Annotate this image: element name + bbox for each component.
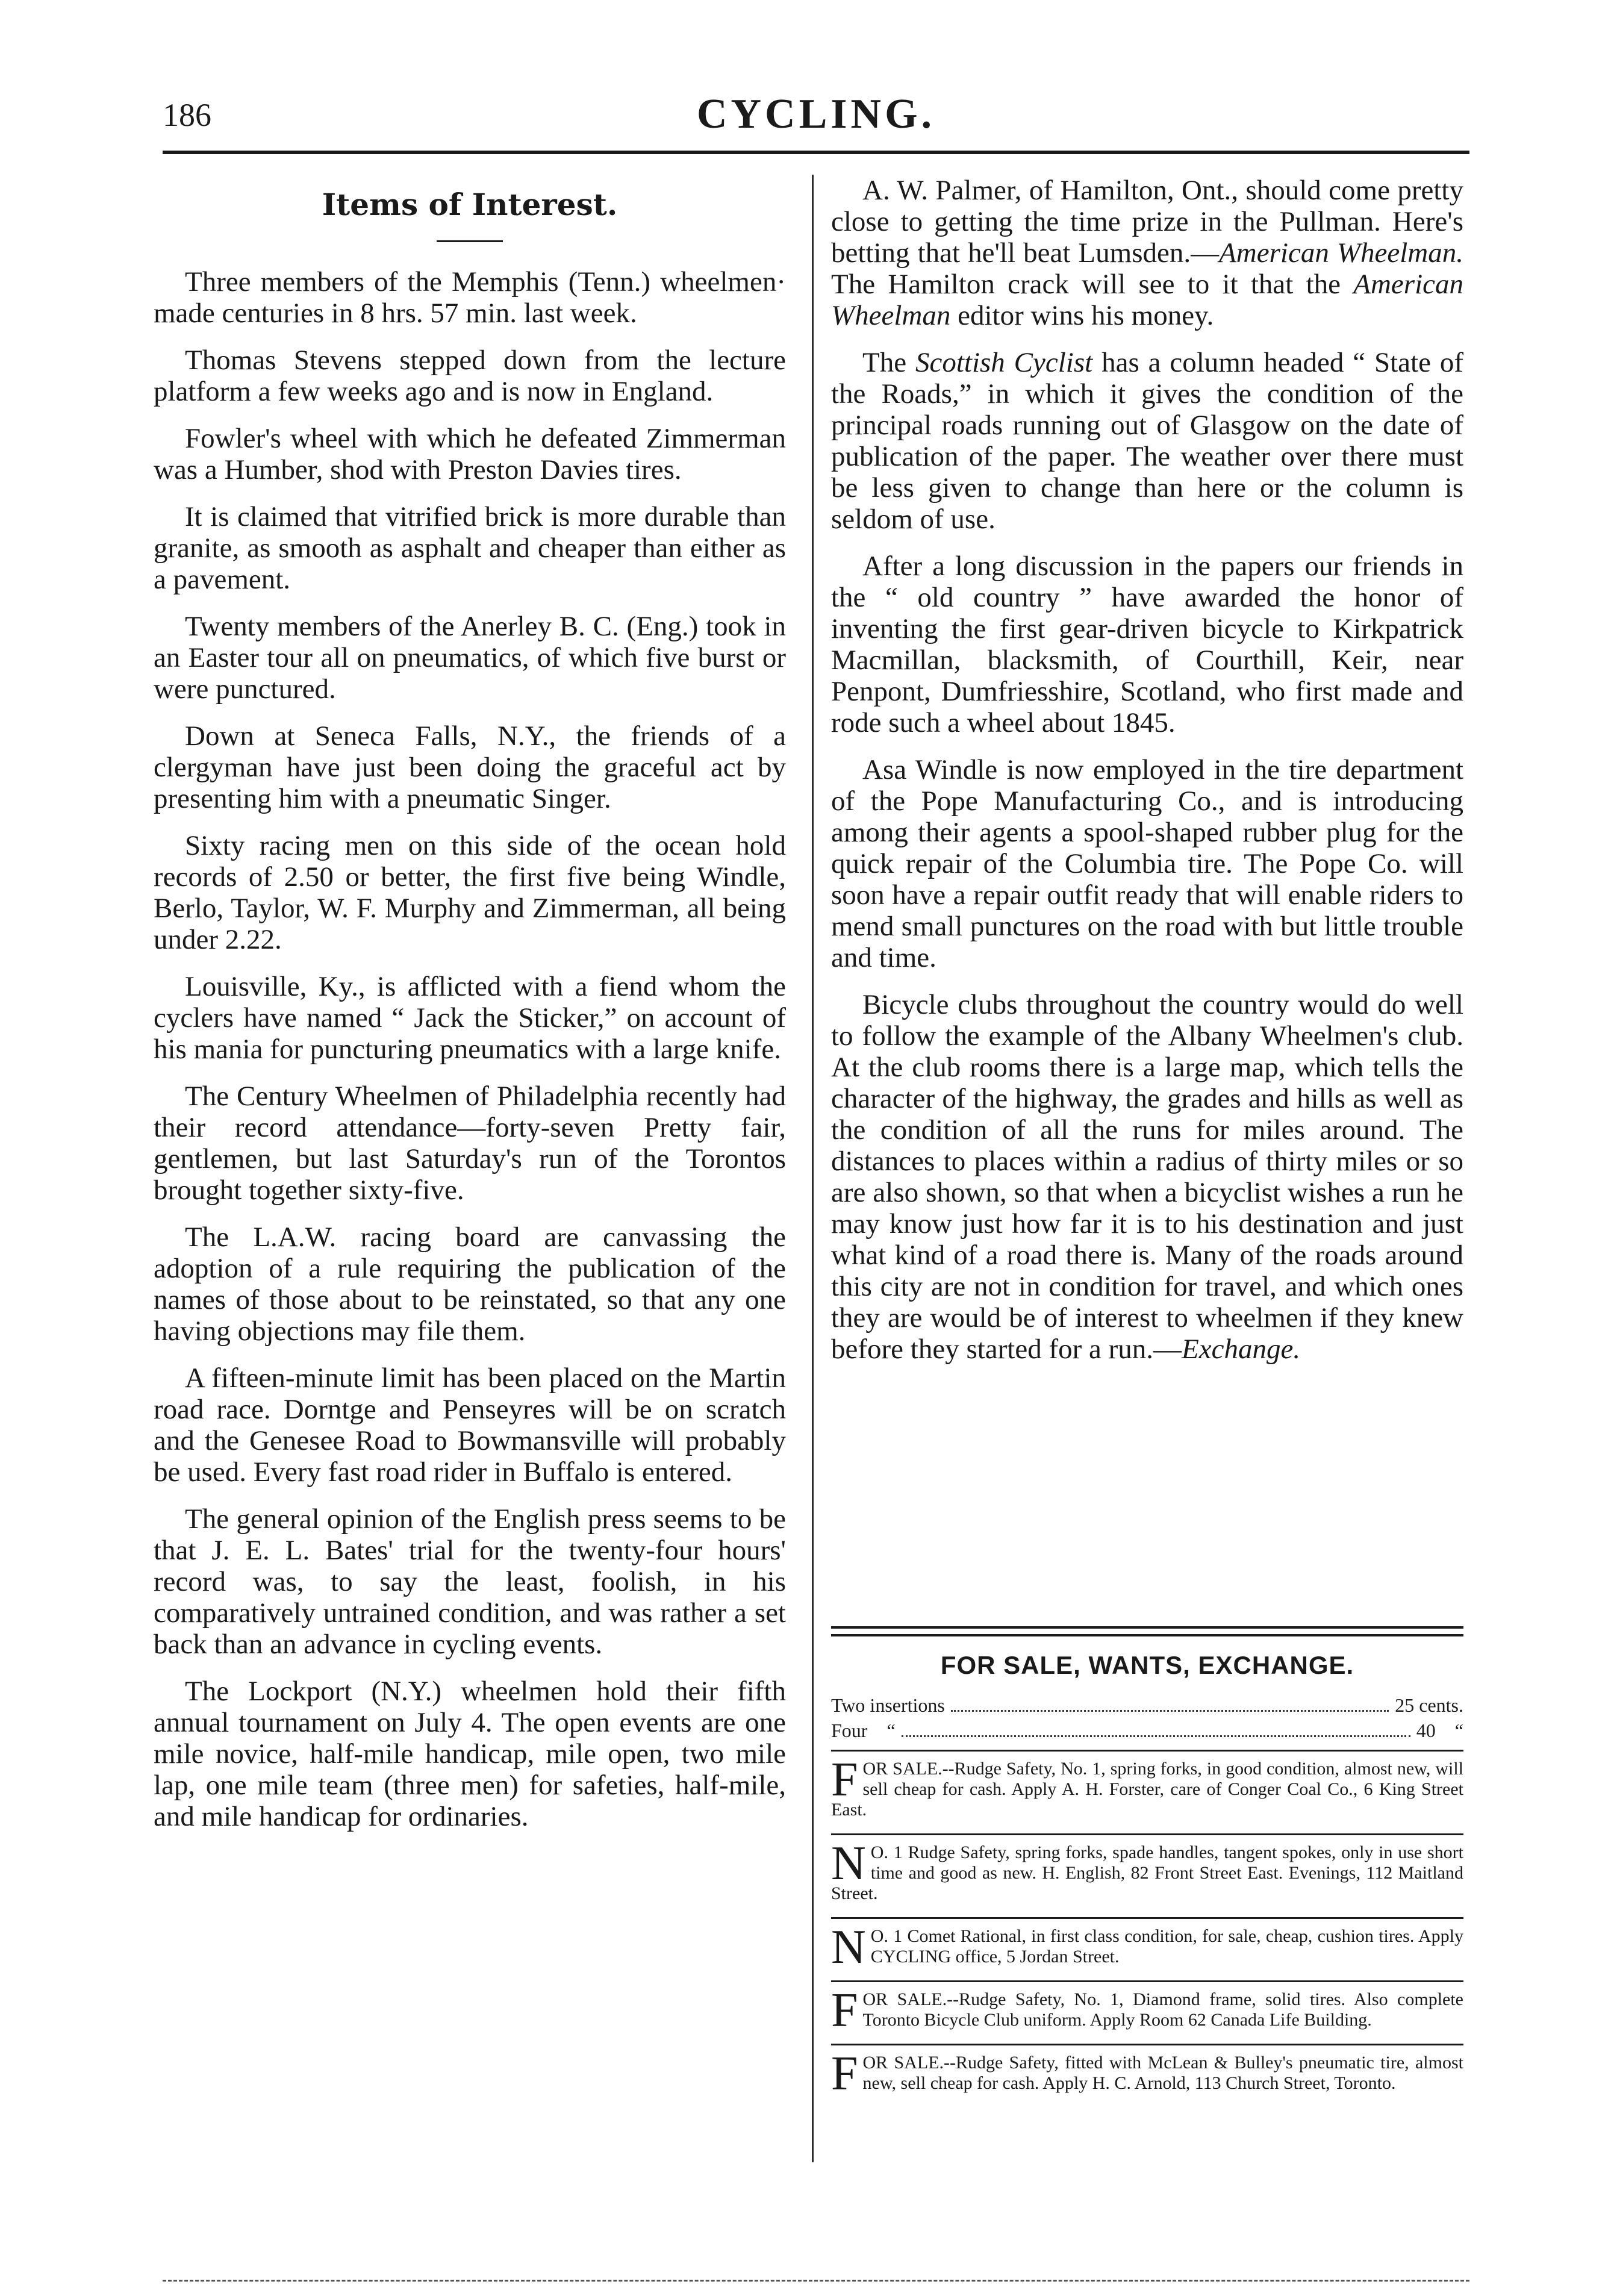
text-run: Bicycle clubs throughout the country would do well to follow the example of the Albany Wheelmen's club. At the club rooms there is a large map, which tells the character of the highway, the grades and hills as well as the condition of all the runs for miles around. The distances to places within a radius of thirty miles or so are also shown, so that when a bicyclist wishes a run he may know just how far it is to his destination and just what kind of a road there is. Many of the roads around this city are not in condition for travel, and which ones they are would be of interest to wheelmen if they knew before they started for a run.— xyxy=(831,989,1463,1365)
title-rule xyxy=(437,240,503,242)
page-number: 186 xyxy=(163,97,211,133)
paragraph: After a long discussion in the papers our friends in the “ old country ” have awarded the honor of inventing the first gear-driven bicycle to Kirkpatrick Macmillan, blacksmith, of Courthill, Keir, near Penpont, Dumfriesshire, Scotland, who first made and rode such a wheel about 1845. xyxy=(831,551,1463,738)
paragraph: A fifteen-minute limit has been placed on the Martin road race. Dorntge and Penseyres will be on scratch and the Genesee Road to Bowmansville will probably be used. Every fast road rider in Buffalo is entered. xyxy=(154,1362,786,1488)
rate-row xyxy=(831,1693,1463,1717)
text-run: The Hamilton crack will see to it that the xyxy=(831,269,1354,300)
paragraph: Three members of the Memphis (Tenn.) wheelmen· made centuries in 8 hrs. 57 min. last week. xyxy=(154,266,786,329)
paragraph: Asa Windle is now employed in the tire department of the Pope Manufacturing Co., and is introducing among their agents a spool-shaped rubber plug for the quick repair of the Columbia tire. The Pope Co. will soon have a repair outfit ready that will enable riders to mend small punctures on the road with but little trouble and time. xyxy=(831,754,1463,973)
classified-ad xyxy=(831,2044,1463,2100)
rate-row xyxy=(831,1718,1463,1742)
drop-cap: F xyxy=(831,2047,858,2100)
rate-value: 40 “ xyxy=(1416,1720,1463,1741)
rate-label: Four “ xyxy=(831,1720,896,1741)
drop-cap: N xyxy=(831,1921,866,1974)
text-run: A. W. Palmer, of Hamilton, Ont., should come pretty close to getting the time prize in the Pullman. Here's betting that he'll beat Lumsden.— xyxy=(831,175,1463,269)
rate-value: 25 cents. xyxy=(1395,1694,1463,1716)
right-column xyxy=(831,175,1463,1380)
ad-text: O. 1 Comet Rational, in first class condition, for sale, cheap, cushion tires. Apply CYCLING office, 5 Jordan Street. xyxy=(870,1926,1463,1967)
classified-ad xyxy=(831,1917,1463,1973)
italic-text: American Wheelman. xyxy=(1219,237,1463,269)
italic-text: Exchange. xyxy=(1182,1334,1301,1365)
classified-section xyxy=(831,1626,1463,2100)
drop-cap: F xyxy=(831,1984,858,2037)
paragraph: Sixty racing men on this side of the ocean hold records of 2.50 or better, the first five being Windle, Berlo, Taylor, W. F. Murphy and Zimmerman, all being under 2.22. xyxy=(154,830,786,955)
ad-text: OR SALE.--Rudge Safety, No. 1, Diamond frame, solid tires. Also complete Toronto Bicycle Club uniform. Apply Room 62 Canada Life Building. xyxy=(862,1989,1463,2030)
paragraph: Down at Seneca Falls, N.Y., the friends of a clergyman have just been doing the graceful act by presenting him with a pneumatic Singer. xyxy=(154,720,786,814)
ad-text: O. 1 Rudge Safety, spring forks, spade handles, tangent spokes, only in use short time and good as new. H. English, 82 Front Street East. Evenings, 112 Maitland Street. xyxy=(831,1842,1463,1903)
paragraph: Louisville, Ky., is afflicted with a fiend whom the cyclers have named “ Jack the Sticker,” on account of his mania for puncturing pneumatics with a large knife. xyxy=(154,971,786,1065)
classified-heading: FOR SALE, WANTS, EXCHANGE. xyxy=(940,1651,1354,1679)
paragraph: It is claimed that vitrified brick is more durable than granite, as smooth as asphalt and cheaper than either as a pavement. xyxy=(154,501,786,595)
classified-ad xyxy=(831,1980,1463,2036)
paragraph: The Century Wheelmen of Philadelphia recently had their record attendance—forty-seven Pretty fair, gentlemen, but last Saturday's run of the Torontos brought together sixty-five. xyxy=(154,1081,786,1206)
page-header xyxy=(163,90,1469,157)
ad-text: OR SALE.--Rudge Safety, fitted with McLean & Bulley's pneumatic tire, almost new, sell cheap for cash. Apply H. C. Arnold, 113 Church Street, Toronto. xyxy=(862,2053,1463,2093)
header-rule xyxy=(163,151,1469,154)
double-rule xyxy=(831,1626,1463,1636)
paragraph xyxy=(831,989,1463,1365)
paragraph xyxy=(831,175,1463,331)
paragraph: The L.A.W. racing board are canvassing the adoption of a rule requiring the publication of the names of those about to be reinstated, so that any one having objections may file them. xyxy=(154,1221,786,1347)
paragraph: Fowler's wheel with which he defeated Zimmerman was a Humber, shod with Preston Davies tires. xyxy=(154,423,786,485)
left-column xyxy=(154,175,786,1848)
leader-dots xyxy=(951,1710,1389,1712)
rate-label: Two insertions xyxy=(831,1694,945,1716)
classified-ad xyxy=(831,1750,1463,1826)
text-run: The xyxy=(862,347,915,378)
leader-dots xyxy=(902,1735,1410,1737)
text-run: has a column headed “ State of the Roads,” in which it gives the condition of the principal roads running out of Glasgow on the date of publication of the paper. The weather over there must be less given to change than here or the column is seldom of use. xyxy=(831,347,1463,535)
column-divider xyxy=(812,175,814,2162)
drop-cap: N xyxy=(831,1837,866,1890)
ad-text: OR SALE.--Rudge Safety, No. 1, spring forks, in good condition, almost new, will sell cheap for cash. Apply A. H. Forster, care of Conger Coal Co., 6 King Street East. xyxy=(831,1759,1463,1820)
text-run: editor wins his money. xyxy=(950,300,1214,331)
section-title: Items of Interest. xyxy=(322,187,618,222)
classified-ad xyxy=(831,1833,1463,1910)
drop-cap: F xyxy=(831,1753,858,1806)
paragraph: Thomas Stevens stepped down from the lecture platform a few weeks ago and is now in England. xyxy=(154,345,786,407)
paragraph: Twenty members of the Anerley B. C. (Eng.) took in an Easter tour all on pneumatics, of which five burst or were punctured. xyxy=(154,611,786,705)
paragraph: The Lockport (N.Y.) wheelmen hold their fifth annual tournament on July 4. The open events are one mile novice, half-mile handicap, mile open, two mile lap, one mile team (three men) for safeties, half-mile, and mile handicap for ordinaries. xyxy=(154,1676,786,1832)
paragraph: The general opinion of the English press seems to be that J. E. L. Bates' trial for the twenty-four hours' record was, to say the least, foolish, in his comparatively untrained condition, and was rather a set back than an advance in cycling events. xyxy=(154,1503,786,1660)
paragraph xyxy=(831,347,1463,535)
bottom-rule xyxy=(163,2280,1469,2282)
italic-text: American Wheelman xyxy=(831,269,1463,331)
italic-text: Scottish Cyclist xyxy=(915,347,1093,378)
journal-title: CYCLING. xyxy=(696,91,936,137)
